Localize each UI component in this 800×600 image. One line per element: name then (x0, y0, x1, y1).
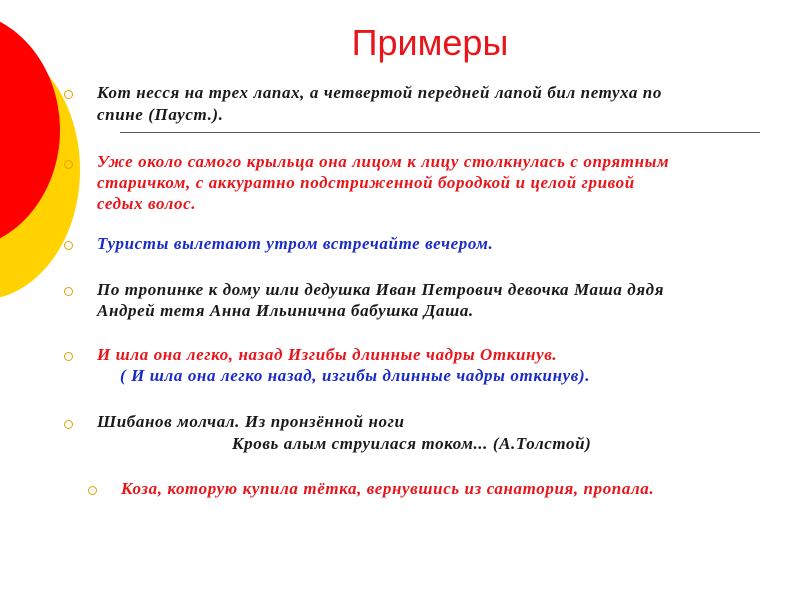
example-7-line-1: Коза, которую купила тётка, вернувшись из санатория, пропала. (121, 479, 655, 498)
example-4-line-2: Андрей тетя Анна Ильинична бабушка Даша. (97, 301, 474, 320)
divider-line (120, 132, 760, 133)
example-6-line-2: Кровь алым струилася током... (А.Толстой) (232, 434, 592, 453)
example-1-line-2: спине (Пауст.). (97, 105, 224, 124)
bullet-icon (88, 486, 97, 495)
bullet-icon (64, 160, 73, 169)
bullet-icon (64, 90, 73, 99)
example-2-line-1: Уже около самого крыльца она лицом к лицу столкнулась с опрятным (97, 152, 670, 171)
slide-title: Примеры (351, 22, 509, 63)
bullet-icon (64, 287, 73, 296)
example-2-line-2: старичком, с аккуратно подстриженной бородкой и целой гривой (97, 173, 635, 192)
example-5-line-2: ( И шла она легко назад, изгибы длинные чадры откинув). (120, 366, 591, 385)
example-4-line-1: По тропинке к дому шли дедушка Иван Петрович девочка Маша дядя (97, 280, 665, 299)
bullet-icon (64, 352, 73, 361)
example-5-line-1: И шла она легко, назад Изгибы длинные чадры Откинув. (97, 345, 558, 364)
example-6-line-1: Шибанов молчал. Из пронзённой ноги (97, 412, 405, 431)
example-3-line-1: Туристы вылетают утром встречайте вечером. (97, 234, 494, 253)
bullet-icon (64, 420, 73, 429)
example-1-line-1: Кот несся на трех лапах, а четвертой передней лапой бил петуха по (97, 83, 662, 102)
bullet-icon (64, 241, 73, 250)
example-2-line-3: седых волос. (97, 194, 197, 213)
